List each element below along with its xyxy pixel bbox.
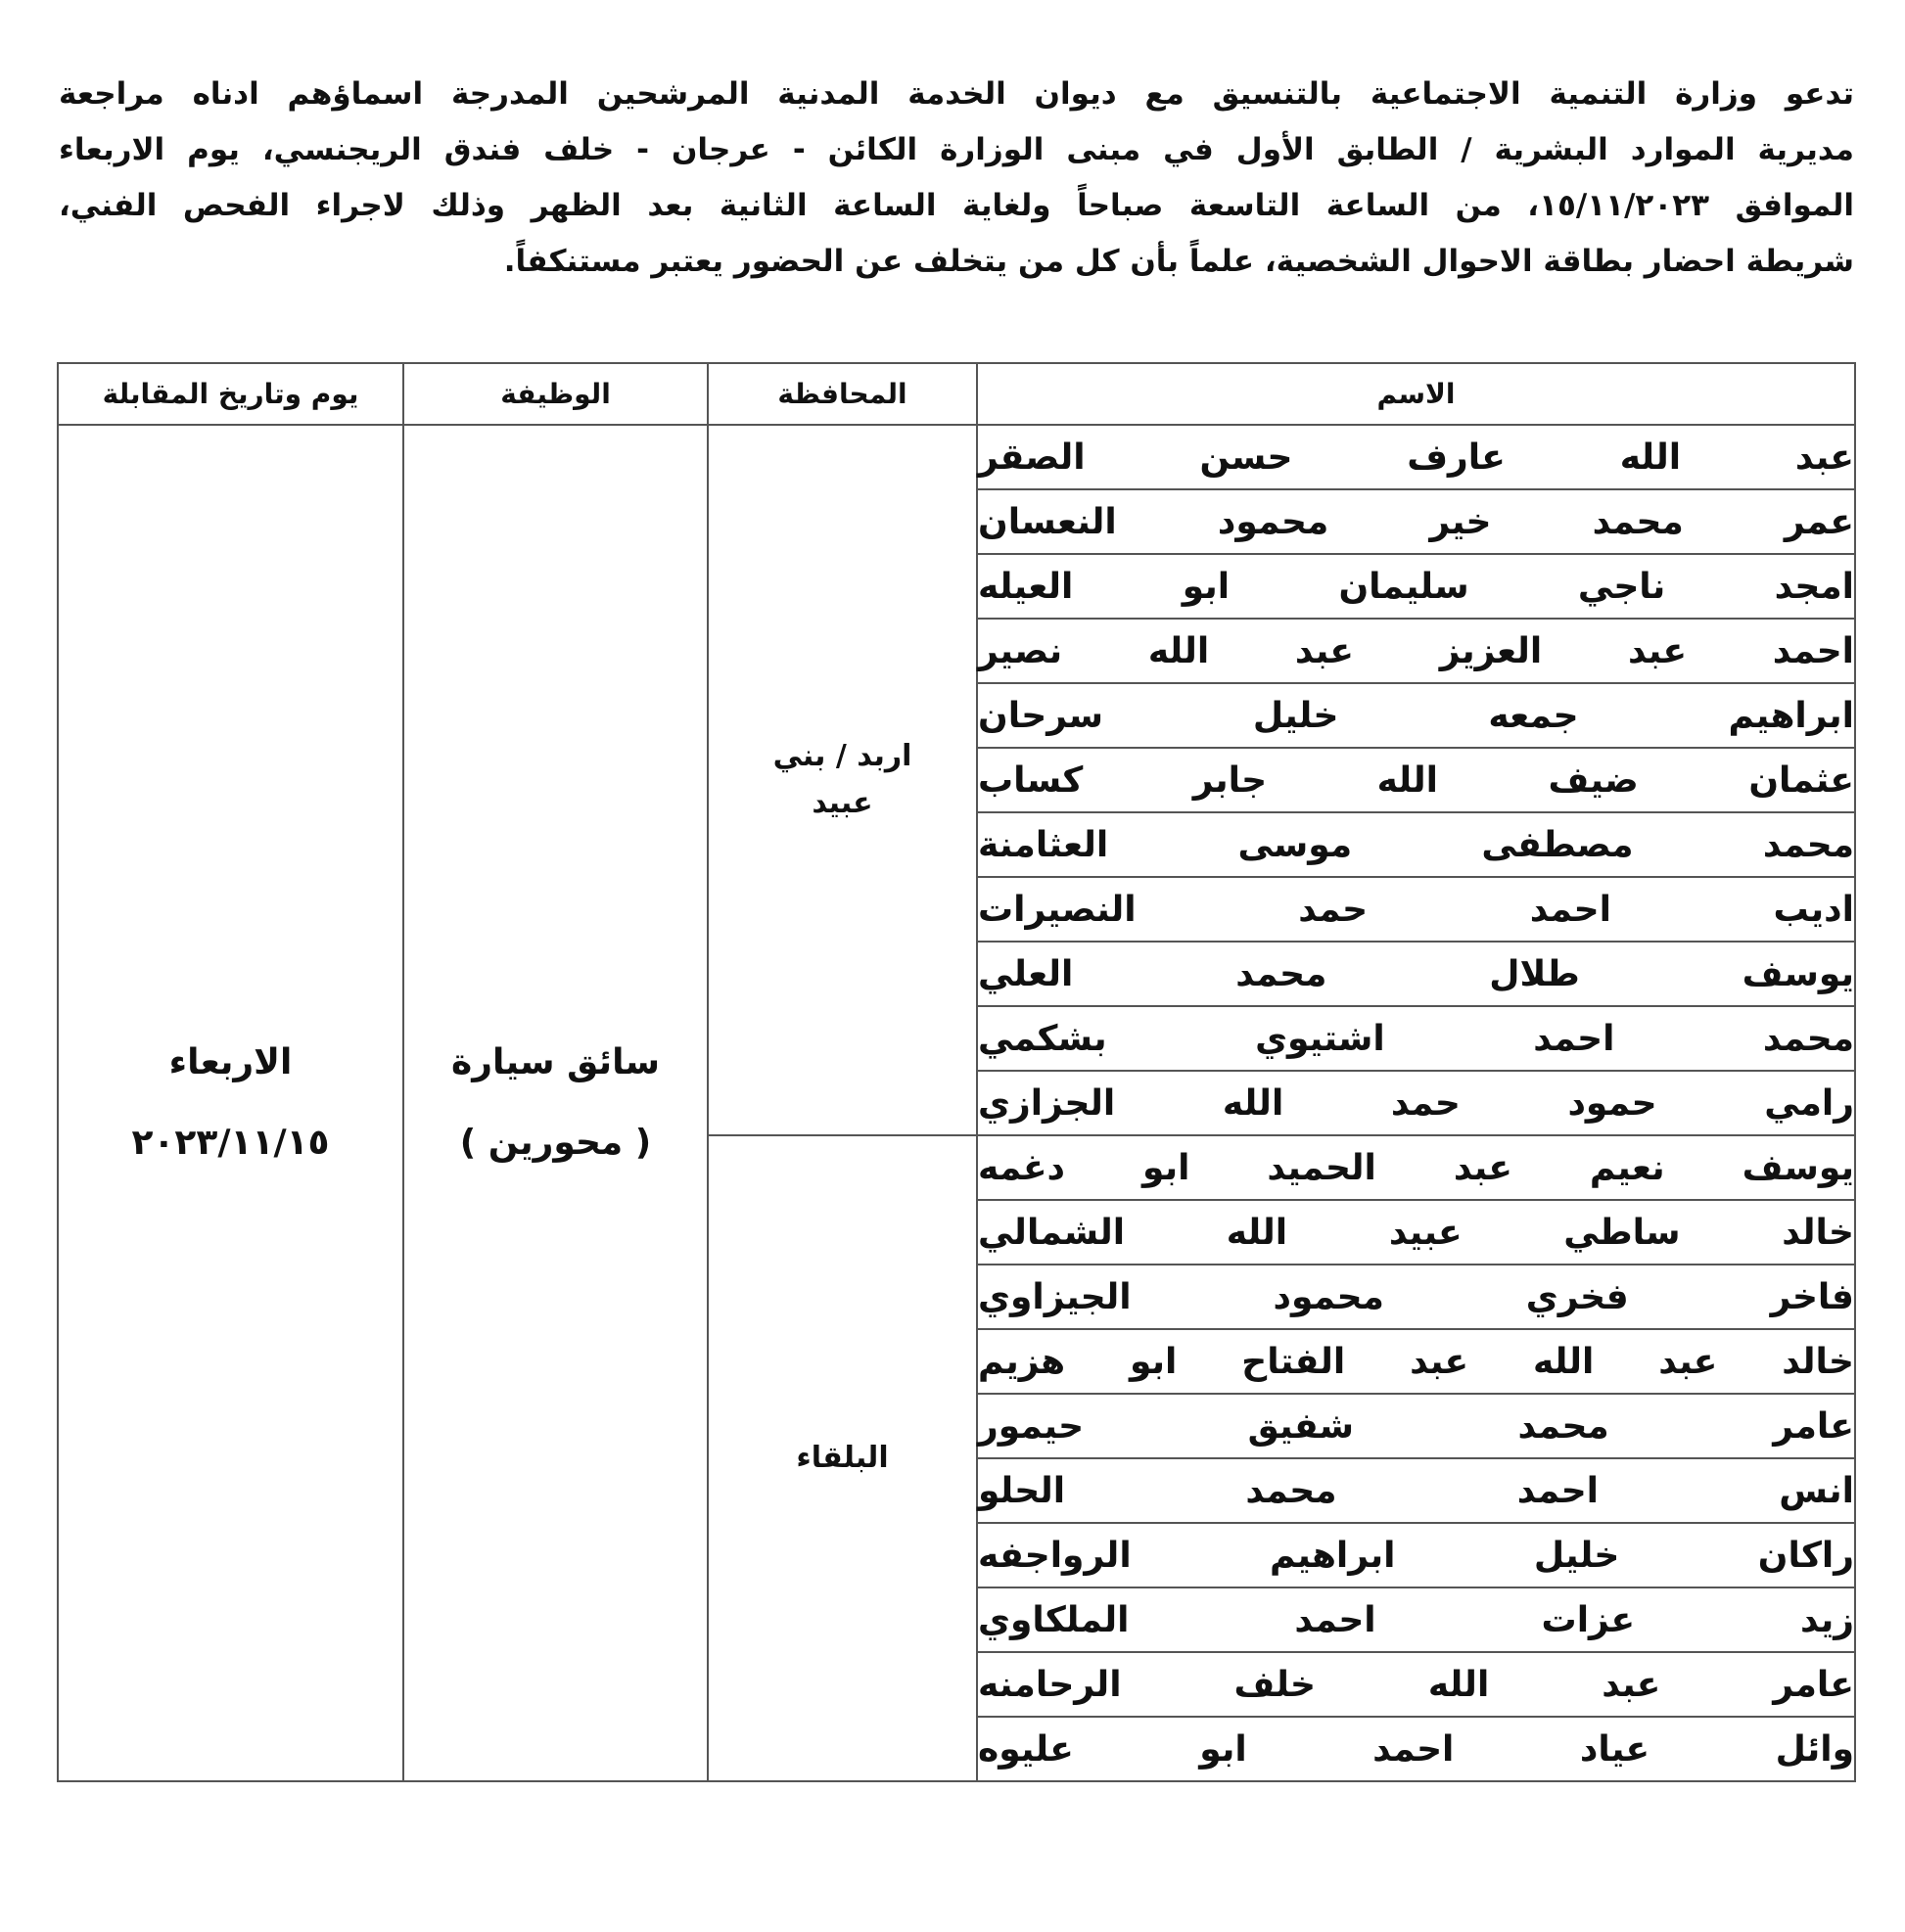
header-governorate: المحافظة <box>708 363 977 425</box>
job-subtitle: ( محورين ) <box>459 1123 652 1163</box>
governorate-cell <box>708 425 977 1135</box>
header-interview-date: يوم وتاريخ المقابلة <box>58 363 403 425</box>
header-job: الوظيفة <box>403 363 708 425</box>
interview-day: الاربعاء <box>168 1042 293 1082</box>
intro-line: الموافق ١٥/١١/٢٠٢٣، من الساعة التاسعة صباحاً ولغاية الساعة الثانية بعد الظهر وذلك لاجراء الفحص الفني، <box>59 188 1854 223</box>
governorate-label: البلقاء <box>796 1441 889 1475</box>
candidate-name: عمر محمد خير محمود النعسان <box>977 489 1855 554</box>
intro-line: شريطة احضار بطاقة الاحوال الشخصية، علماً بأن كل من يتخلف عن الحضور يعتبر مستنكفاً. <box>503 244 1854 279</box>
candidate-name: عامر محمد شفيق حيمور <box>977 1394 1855 1458</box>
candidate-name: عبد الله عارف حسن الصقر <box>977 425 1855 489</box>
candidate-name: زيد عزات احمد الملكاوي <box>977 1587 1855 1652</box>
candidate-name: يوسف طلال محمد العلي <box>977 942 1855 1006</box>
job-title: سائق سيارة <box>450 1042 660 1082</box>
candidate-name: امجد ناجي سليمان ابو العيله <box>977 554 1855 619</box>
intro-line: تدعو وزارة التنمية الاجتماعية بالتنسيق مع ديوان الخدمة المدنية المرشحين المدرجة اسماؤهم ادناه مراجعة <box>59 76 1854 112</box>
table-row <box>58 425 1855 489</box>
job-cell <box>403 425 708 1781</box>
governorate-label: عبيد <box>812 786 873 820</box>
candidate-name: فاخر فخري محمود الجيزاوي <box>977 1265 1855 1329</box>
candidate-name: راكان خليل ابراهيم الرواجفه <box>977 1523 1855 1587</box>
candidate-name: اديب احمد حمد النصيرات <box>977 877 1855 942</box>
governorate-cell <box>708 1135 977 1781</box>
candidate-name: عثمان ضيف الله جابر كساب <box>977 748 1855 812</box>
candidate-name: محمد احمد اشتيوي بشكمي <box>977 1006 1855 1071</box>
candidate-name: يوسف نعيم عبد الحميد ابو دغمه <box>977 1135 1855 1200</box>
candidate-name: خالد ساطي عبيد الله الشمالي <box>977 1200 1855 1265</box>
intro-paragraph <box>59 67 1854 290</box>
governorate-label: اربد / بني <box>772 739 912 773</box>
candidates-table-wrapper <box>59 362 1856 1782</box>
candidate-name: محمد مصطفى موسى العثامنة <box>977 812 1855 877</box>
interview-date-cell <box>58 425 403 1781</box>
candidate-name: وائل عياد احمد ابو عليوه <box>977 1717 1855 1781</box>
candidate-name: ابراهيم جمعه خليل سرحان <box>977 683 1855 748</box>
header-name: الاسم <box>977 363 1855 425</box>
intro-line: مديرية الموارد البشرية / الطابق الأول في مبنى الوزارة الكائن - عرجان - خلف فندق الريجنسي، يوم الاربعاء <box>59 132 1854 167</box>
candidate-name: انس احمد محمد الحلو <box>977 1458 1855 1523</box>
candidate-name: خالد عبد الله عبد الفتاح ابو هزيم <box>977 1329 1855 1394</box>
interview-date: ٢٠٢٣/١١/١٥ <box>131 1123 330 1163</box>
candidate-name: احمد عبد العزيز عبد الله نصير <box>977 619 1855 683</box>
table-header-row <box>58 363 1855 425</box>
candidates-table <box>57 362 1856 1782</box>
candidate-name: عامر عبد الله خلف الرحامنه <box>977 1652 1855 1717</box>
candidate-name: رامي حمود حمد الله الجزازي <box>977 1071 1855 1135</box>
